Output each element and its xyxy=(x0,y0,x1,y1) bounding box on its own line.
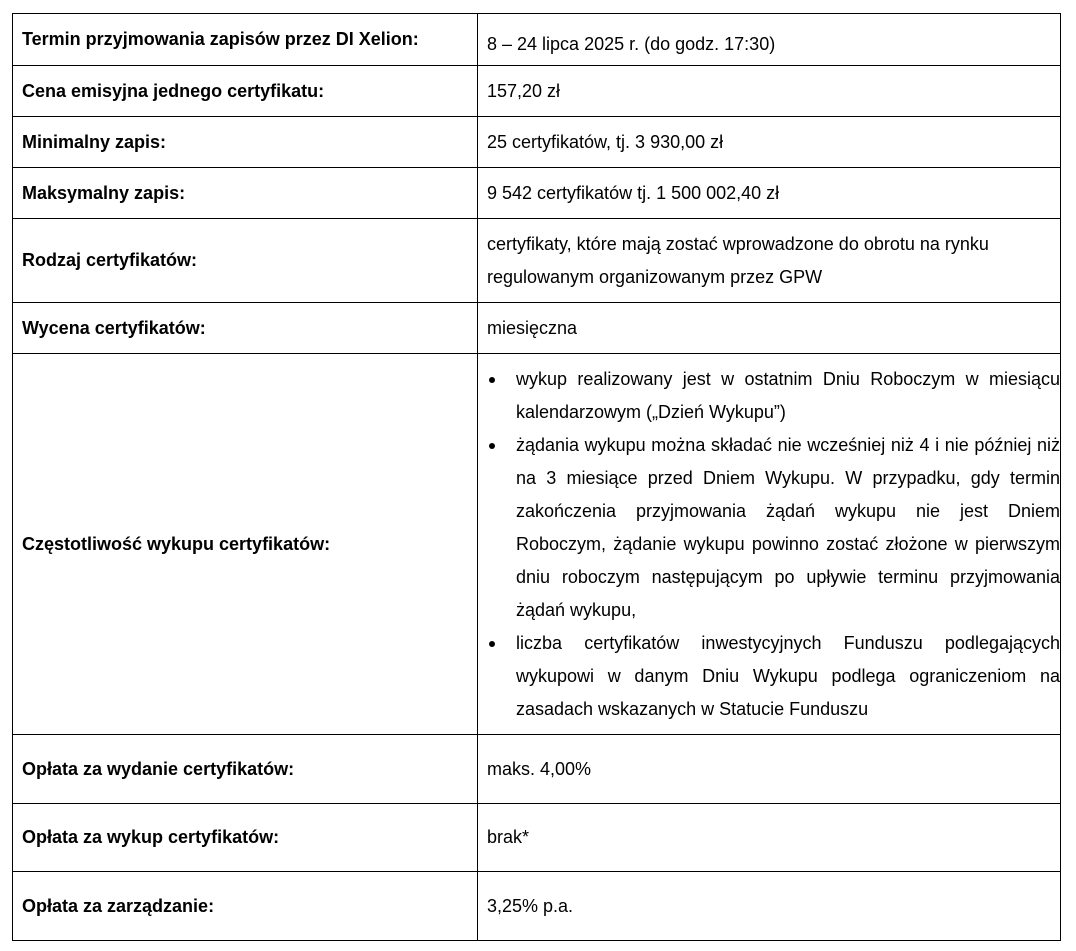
row-label: Wycena certyfikatów: xyxy=(13,303,478,354)
table-row xyxy=(13,66,1061,117)
row-value: certyfikaty, które mają zostać wprowadzone do obrotu na rynku regulowanym organizowanym przez GPW xyxy=(478,219,1061,303)
list-item xyxy=(516,363,1060,429)
list-item xyxy=(516,627,1060,726)
row-value: miesięczna xyxy=(478,303,1061,354)
row-value: 157,20 zł xyxy=(478,66,1061,117)
table-row xyxy=(13,303,1061,354)
row-label: Cena emisyjna jednego certyfikatu: xyxy=(13,66,478,117)
list-item-text: wykup realizowany jest w ostatnim Dniu Roboczym w miesiącu kalendarzowym („Dzień Wykupu”) xyxy=(516,368,1060,422)
terms-table xyxy=(12,13,1061,941)
row-value: 8 – 24 lipca 2025 r. (do godz. 17:30) xyxy=(478,14,1061,66)
bullet-icon xyxy=(489,641,495,647)
row-value xyxy=(478,354,1061,735)
row-label: Minimalny zapis: xyxy=(13,117,478,168)
table-row xyxy=(13,735,1061,804)
row-label: Rodzaj certyfikatów: xyxy=(13,219,478,303)
row-label: Termin przyjmowania zapisów przez DI Xelion: xyxy=(13,14,478,66)
row-label: Maksymalny zapis: xyxy=(13,168,478,219)
table-row xyxy=(13,117,1061,168)
table-row xyxy=(13,219,1061,303)
row-value: 3,25% p.a. xyxy=(478,872,1061,941)
row-label: Częstotliwość wykupu certyfikatów: xyxy=(13,354,478,735)
table-row xyxy=(13,872,1061,941)
list-item xyxy=(516,429,1060,627)
row-value: 9 542 certyfikatów tj. 1 500 002,40 zł xyxy=(478,168,1061,219)
row-label: Opłata za wydanie certyfikatów: xyxy=(13,735,478,804)
bullet-icon xyxy=(489,377,495,383)
list-item-text: liczba certyfikatów inwestycyjnych Funduszu podlegających wykupowi w danym Dniu Wykupu podlega ograniczeniom na zasadach wskazanych w Statucie Funduszu xyxy=(516,632,1060,719)
row-value: maks. 4,00% xyxy=(478,735,1061,804)
row-value: 25 certyfikatów, tj. 3 930,00 zł xyxy=(478,117,1061,168)
table-row xyxy=(13,804,1061,872)
table-row xyxy=(13,354,1061,735)
list-item-text: żądania wykupu można składać nie wcześniej niż 4 i nie później niż na 3 miesiące przed Dniem Wykupu. W przypadku, gdy termin zakończenia przyjmowania żądań wykupu nie jest Dniem Roboczym, żądanie wykupu powinno zostać złożone w pierwszym dniu roboczym następującym po upływie terminu przyjmowania żądań wykupu, xyxy=(516,434,1060,620)
row-value: brak* xyxy=(478,804,1061,872)
row-label: Opłata za zarządzanie: xyxy=(13,872,478,941)
row-label: Opłata za wykup certyfikatów: xyxy=(13,804,478,872)
table-row xyxy=(13,168,1061,219)
table-row xyxy=(13,14,1061,66)
bullet-icon xyxy=(489,443,495,449)
redemption-bullet-list xyxy=(488,363,1060,726)
